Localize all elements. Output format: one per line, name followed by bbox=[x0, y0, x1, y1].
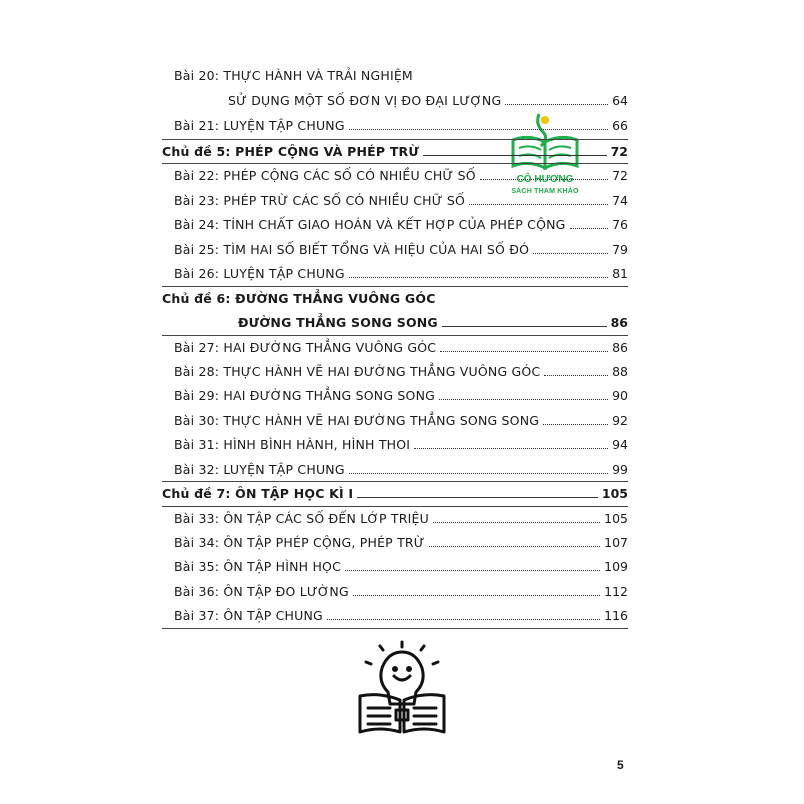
toc-entry bbox=[162, 433, 628, 453]
toc-entry-title: Bài 32: LUYỆN TẬP CHUNG bbox=[174, 462, 345, 477]
page-number: 5 bbox=[617, 758, 624, 772]
toc-entry-title: Bài 22: PHÉP CỘNG CÁC SỐ CÓ NHIỀU CHỮ SỐ bbox=[174, 168, 476, 183]
toc-entry bbox=[162, 507, 628, 527]
dot-leader bbox=[429, 546, 600, 547]
toc-entry-page: 116 bbox=[604, 608, 628, 623]
dot-leader bbox=[433, 522, 600, 523]
toc-entry bbox=[162, 89, 628, 109]
toc-entry-page: 90 bbox=[612, 388, 628, 403]
dot-leader bbox=[414, 448, 608, 449]
toc-entry bbox=[162, 409, 628, 429]
dot-leader bbox=[345, 570, 600, 571]
toc-entry bbox=[162, 360, 628, 380]
toc-entry bbox=[162, 238, 628, 258]
toc-entry bbox=[162, 604, 628, 624]
toc-topic bbox=[162, 311, 628, 331]
toc-entry-page: 76 bbox=[612, 217, 628, 232]
toc-entry bbox=[162, 458, 628, 478]
divider bbox=[162, 335, 628, 336]
toc-entry-title: Bài 35: ÔN TẬP HÌNH HỌC bbox=[174, 559, 342, 574]
dot-leader bbox=[327, 619, 600, 620]
toc-entry bbox=[162, 336, 628, 356]
toc-entry-title: Bài 23: PHÉP TRỪ CÁC SỐ CÓ NHIỀU CHỮ SỐ bbox=[174, 193, 466, 208]
toc-topic-page: 72 bbox=[610, 144, 628, 159]
toc-entry-title: Bài 30: THỰC HÀNH VẼ HAI ĐƯỜNG THẲNG SONG SONG bbox=[174, 413, 540, 428]
divider bbox=[162, 163, 628, 164]
dot-leader bbox=[570, 228, 609, 229]
toc-entry-title: Bài 21: LUYỆN TẬP CHUNG bbox=[174, 118, 345, 133]
toc-entry-title: Bài 36: ÔN TẬP ĐO LƯỜNG bbox=[174, 584, 349, 599]
toc-entry-page: 64 bbox=[612, 93, 628, 108]
toc-topic bbox=[162, 140, 628, 160]
dot-leader bbox=[543, 424, 608, 425]
toc-entry bbox=[162, 555, 628, 575]
dot-leader bbox=[533, 253, 608, 254]
toc-entry-page: 79 bbox=[612, 242, 628, 257]
dot-leader bbox=[439, 399, 608, 400]
rule-leader bbox=[423, 155, 607, 156]
toc-entry-title: Bài 29: HAI ĐƯỜNG THẲNG SONG SONG bbox=[174, 388, 436, 403]
toc-topic-title: Chủ đề 5: PHÉP CỘNG VÀ PHÉP TRỪ bbox=[162, 144, 420, 159]
toc-entry-page: 112 bbox=[604, 584, 628, 599]
toc-entry-title: Bài 33: ÔN TẬP CÁC SỐ ĐẾN LỚP TRIỆU bbox=[174, 511, 429, 526]
toc-entry-title: Bài 31: HÌNH BÌNH HÀNH, HÌNH THOI bbox=[174, 437, 411, 452]
dot-leader bbox=[469, 204, 608, 205]
lightbulb-book-icon bbox=[352, 638, 452, 738]
rule-leader bbox=[442, 326, 607, 327]
toc-entry-page: 105 bbox=[604, 511, 628, 526]
toc-entry bbox=[162, 114, 628, 134]
toc-entry bbox=[162, 580, 628, 600]
toc-topic-title: ĐƯỜNG THẲNG SONG SONG bbox=[238, 315, 438, 330]
dot-leader bbox=[440, 351, 608, 352]
toc-entry-page: 109 bbox=[604, 559, 628, 574]
dot-leader bbox=[544, 375, 608, 376]
toc-entry bbox=[162, 164, 628, 184]
toc-entry-title: Bài 26: LUYỆN TẬP CHUNG bbox=[174, 266, 345, 281]
toc-entry-page: 92 bbox=[612, 413, 628, 428]
toc-entry-title: Bài 28: THỰC HÀNH VẼ HAI ĐƯỜNG THẲNG VUÔNG GÓC bbox=[174, 364, 541, 379]
toc-entry bbox=[162, 531, 628, 551]
dot-leader bbox=[353, 595, 600, 596]
dot-leader bbox=[480, 179, 608, 180]
toc-topic bbox=[162, 287, 628, 307]
dot-leader bbox=[349, 129, 608, 130]
divider bbox=[162, 506, 628, 507]
toc-entry bbox=[162, 384, 628, 404]
toc-entry-page: 81 bbox=[612, 266, 628, 281]
dot-leader bbox=[505, 104, 608, 105]
toc-entry-page: 74 bbox=[612, 193, 628, 208]
toc-entry-page: 86 bbox=[612, 340, 628, 355]
toc-entry-title: Bài 37: ÔN TẬP CHUNG bbox=[174, 608, 323, 623]
toc-entry-page: 94 bbox=[612, 437, 628, 452]
toc-entry-page: 66 bbox=[612, 118, 628, 133]
toc-entry-page: 72 bbox=[612, 168, 628, 183]
toc-entry-title: SỬ DỤNG MỘT SỐ ĐƠN VỊ ĐO ĐẠI LƯỢNG bbox=[228, 93, 502, 108]
toc-entry-page: 88 bbox=[612, 364, 628, 379]
toc-entry-title: Bài 25: TÌM HAI SỐ BIẾT TỔNG VÀ HIỆU CỦA HAI SỐ ĐÓ bbox=[174, 242, 530, 257]
toc-topic-title: Chủ đề 7: ÔN TẬP HỌC KÌ I bbox=[162, 486, 354, 501]
toc-topic-title: Chủ đề 6: ĐƯỜNG THẲNG VUÔNG GÓC bbox=[162, 291, 436, 306]
dot-leader bbox=[349, 277, 608, 278]
divider bbox=[162, 481, 628, 482]
toc-topic bbox=[162, 482, 628, 502]
divider bbox=[162, 286, 628, 287]
toc-topic-page: 86 bbox=[610, 315, 628, 330]
toc-entry-title: Bài 34: ÔN TẬP PHÉP CỘNG, PHÉP TRỪ bbox=[174, 535, 425, 550]
toc-entry bbox=[162, 262, 628, 282]
logo-title: CÔ HƯƠNG bbox=[516, 174, 574, 185]
logo-subtitle: SÁCH THAM KHẢO bbox=[511, 188, 579, 195]
toc-entry-title: Bài 20: THỰC HÀNH VÀ TRẢI NGHIỆM bbox=[174, 68, 413, 83]
toc-topic-page: 105 bbox=[601, 486, 628, 501]
toc-entry-page: 107 bbox=[604, 535, 628, 550]
divider bbox=[162, 628, 628, 629]
toc-entry-title: Bài 24: TÍNH CHẤT GIAO HOÁN VÀ KẾT HỢP CỦA PHÉP CỘNG bbox=[174, 217, 566, 232]
toc-entry-page: 99 bbox=[612, 462, 628, 477]
dot-leader bbox=[349, 473, 608, 474]
toc-entry bbox=[162, 213, 628, 233]
divider bbox=[162, 139, 628, 140]
rule-leader bbox=[357, 497, 598, 498]
toc-entry bbox=[162, 64, 628, 84]
toc-entry bbox=[162, 189, 628, 209]
toc-entry-title: Bài 27: HAI ĐƯỜNG THẲNG VUÔNG GÓC bbox=[174, 340, 437, 355]
